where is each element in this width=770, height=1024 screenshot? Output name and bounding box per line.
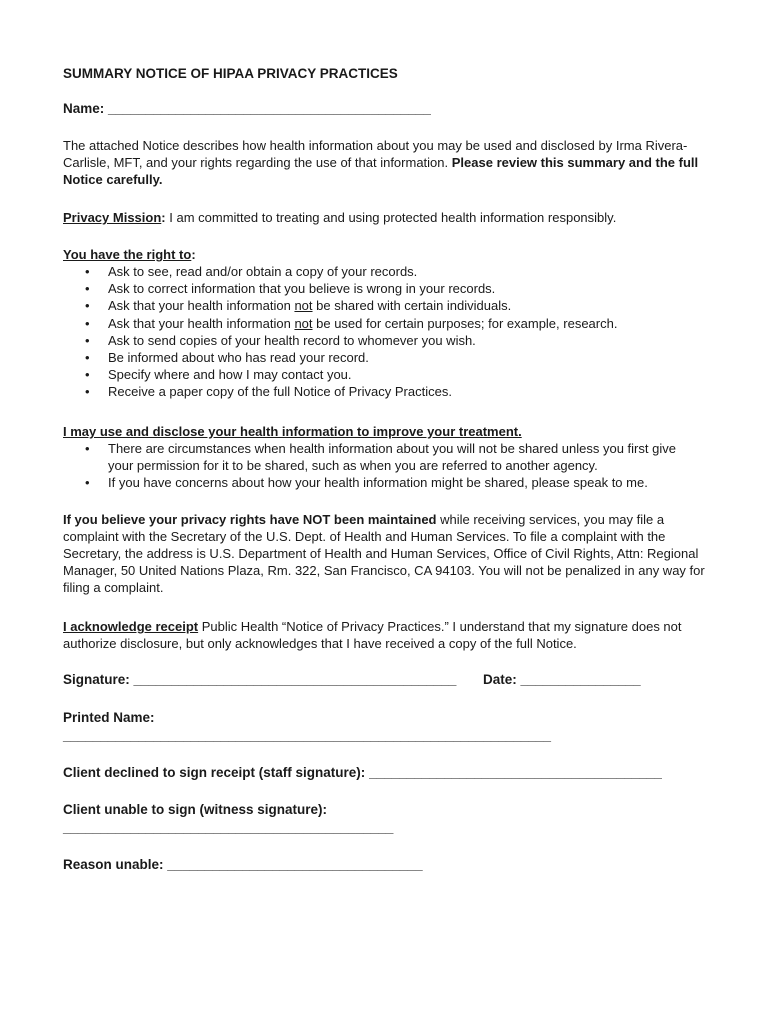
name-label: Name: bbox=[63, 101, 105, 116]
unable-line: ____________________________________________ bbox=[63, 820, 394, 835]
use-item-text: If you have concerns about how your health information might be shared, please speak to me. bbox=[108, 475, 648, 491]
intro-bold-text: Please review this summary and the full Notice carefully. bbox=[63, 155, 699, 187]
intro-paragraph bbox=[63, 137, 703, 188]
rights-list-item bbox=[63, 383, 723, 400]
use-list-item bbox=[63, 474, 703, 491]
bullet-icon: • bbox=[85, 281, 90, 297]
rights-heading-text: You have the right to bbox=[63, 247, 192, 262]
declined-row bbox=[63, 765, 662, 780]
bullet-icon: • bbox=[85, 315, 90, 331]
declined-label: Client declined to sign receipt (staff signature): bbox=[63, 765, 366, 780]
privacy-mission-heading: Privacy Mission bbox=[63, 210, 162, 225]
bullet-icon: • bbox=[85, 441, 90, 456]
rights-list-item bbox=[63, 263, 723, 280]
rights-list-item bbox=[63, 297, 723, 314]
bullet-icon: • bbox=[85, 264, 90, 279]
rights-item-text: Ask that your health information bbox=[108, 298, 295, 314]
bullet-icon: • bbox=[85, 298, 90, 314]
rights-item-text: Ask to send copies of your health record to whomever you wish. bbox=[108, 332, 476, 348]
use-item-text: There are circumstances when health information about you will not be shared unless you first give your permission for it to be shared, such as when you are referred to another agency. bbox=[108, 441, 676, 474]
acknowledge-heading: I acknowledge receipt bbox=[63, 619, 199, 634]
name-field bbox=[63, 101, 431, 116]
rights-item-text: Be informed about who has read your record. bbox=[108, 350, 369, 366]
rights-list-item bbox=[63, 366, 723, 383]
rights-item-emphasis: not bbox=[294, 298, 313, 314]
rights-item-text: Ask to correct information that you believe is wrong in your records. bbox=[108, 281, 496, 297]
rights-list-item bbox=[63, 332, 723, 349]
rights-item-emphasis: not bbox=[294, 315, 313, 331]
reason-row bbox=[63, 857, 423, 872]
rights-item-text: Specify where and how I may contact you. bbox=[108, 367, 352, 383]
printed-name-label: Printed Name: bbox=[63, 710, 155, 725]
use-heading: I may use and disclose your health information to improve your treatment. bbox=[63, 424, 522, 439]
use-list-item bbox=[63, 440, 703, 474]
complaint-paragraph bbox=[63, 511, 713, 596]
use-list bbox=[63, 440, 703, 492]
rights-list-item bbox=[63, 315, 723, 332]
bullet-icon: • bbox=[85, 350, 90, 366]
acknowledge-paragraph bbox=[63, 618, 708, 652]
rights-list-item bbox=[63, 349, 723, 366]
privacy-mission bbox=[63, 209, 616, 226]
declined-line: _______________________________________ bbox=[369, 765, 662, 780]
signature-label: Signature: bbox=[63, 672, 130, 687]
date-field bbox=[483, 672, 641, 687]
privacy-mission-text: I am committed to treating and using protected health information responsibly. bbox=[169, 210, 617, 225]
rights-heading-colon: : bbox=[191, 247, 196, 262]
acknowledge-text: Public Health “Notice of Privacy Practices.” I understand that my signature does not authorize disclosure, but only acknowledges that I have received a copy of the full Notice. bbox=[63, 619, 682, 651]
page-title: SUMMARY NOTICE OF HIPAA PRIVACY PRACTICES bbox=[63, 66, 398, 81]
complaint-bold: If you believe your privacy rights have NOT been maintained bbox=[63, 512, 437, 527]
rights-item-text: Receive a paper copy of the full Notice of Privacy Practices. bbox=[108, 384, 452, 400]
printed-name-line: _________________________________________________________________ bbox=[63, 728, 552, 743]
rights-heading bbox=[63, 246, 196, 263]
bullet-icon: • bbox=[85, 367, 90, 383]
rights-item-text-end: be shared with certain individuals. bbox=[312, 298, 512, 314]
signature-line: ___________________________________________ bbox=[133, 672, 457, 687]
reason-label: Reason unable: bbox=[63, 857, 164, 872]
rights-item-text: Ask to see, read and/or obtain a copy of your records. bbox=[108, 264, 418, 279]
date-label: Date: bbox=[483, 672, 517, 687]
intro-text: The attached Notice describes how health information about you may be used and disclosed by Irma Rivera-Carlisle, MFT, and your rights regarding the use of that information. bbox=[63, 138, 688, 170]
name-line: ___________________________________________ bbox=[108, 101, 431, 116]
privacy-mission-colon: : bbox=[161, 210, 166, 225]
complaint-text: while receiving services, you may file a complaint with the Secretary of the U.S. Dept. of Health and Human Services. To file a complaint with the Secretary, the address is U.S. Department of Health and Human Services, Office of Civil Rights, Attn: Regional Manager, 50 United Nations Plaza, Rm. 322, San Francisco, CA 94103. You will not be penalized in any way for filing a complaint. bbox=[63, 512, 705, 595]
unable-label: Client unable to sign (witness signature): bbox=[63, 802, 328, 817]
bullet-icon: • bbox=[85, 384, 90, 400]
rights-list bbox=[63, 263, 723, 401]
reason-line: __________________________________ bbox=[167, 857, 423, 872]
bullet-icon: • bbox=[85, 475, 90, 491]
rights-item-text-end: be used for certain purposes; for example, research. bbox=[312, 315, 618, 331]
date-line: ________________ bbox=[520, 672, 641, 687]
rights-list-item bbox=[63, 280, 723, 297]
rights-item-text: Ask that your health information bbox=[108, 315, 295, 331]
bullet-icon: • bbox=[85, 332, 90, 348]
signature-row bbox=[63, 672, 456, 687]
